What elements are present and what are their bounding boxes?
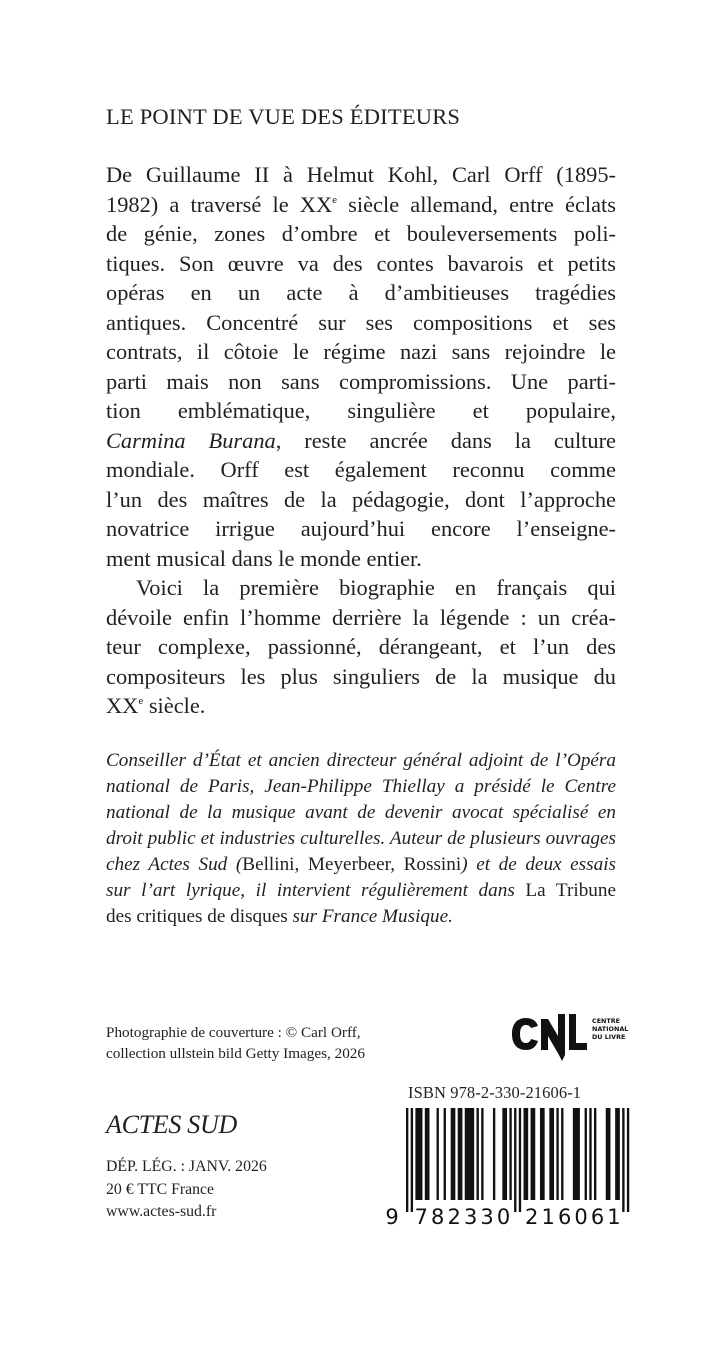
barcode-bar bbox=[585, 1108, 587, 1200]
text-segment: l’un des maîtres de la pédagogie, dont l’approche bbox=[106, 486, 616, 512]
text-line bbox=[106, 878, 616, 904]
italic-text: ) et de deux essais bbox=[461, 854, 617, 875]
text-segment: Bellini, Meyerbeer, Rossini bbox=[242, 854, 462, 875]
italic-text: national de la musique avant de devenir avocat spécialisé en bbox=[106, 802, 616, 823]
text-line bbox=[106, 485, 616, 515]
barcode-bar bbox=[444, 1108, 446, 1200]
text-line bbox=[106, 160, 616, 190]
barcode-guard-bar bbox=[411, 1108, 413, 1212]
text-segment: Voici la première biographie en français qui bbox=[136, 575, 616, 600]
barcode-guard-bar bbox=[514, 1108, 516, 1212]
barcode-digit: 3 bbox=[480, 1205, 494, 1228]
barcode-bar bbox=[437, 1108, 439, 1200]
barcode-bar bbox=[458, 1108, 463, 1200]
barcode-bar bbox=[502, 1108, 507, 1200]
text-segment: opéras en un acte à d’ambitieuses tragédies bbox=[106, 280, 616, 305]
barcode-digit: 1 bbox=[607, 1205, 621, 1228]
text-segment: teur complexe, passionné, dérangeant, et l’un des bbox=[106, 634, 616, 659]
text-segment: compositeurs les plus singuliers de la musique du bbox=[106, 663, 616, 689]
text-segment: tiques. Son œuvre va des contes bavarois et petits bbox=[106, 250, 616, 276]
italic-text: sur France Musique. bbox=[292, 906, 453, 927]
text-line bbox=[106, 514, 616, 544]
text-segment: antiques. Concentré sur ses compositions et ses bbox=[106, 309, 616, 335]
text-line bbox=[106, 748, 616, 774]
text-segment: siècle allemand, entre éclats bbox=[337, 191, 616, 217]
text-segment: des critiques de disques bbox=[106, 906, 293, 927]
text-line bbox=[106, 367, 616, 397]
text-line bbox=[106, 573, 616, 603]
barcode-bar bbox=[531, 1108, 536, 1200]
summary-paragraph-2 bbox=[106, 573, 616, 721]
text-line bbox=[106, 800, 616, 826]
barcode-digit: 7 bbox=[414, 1205, 428, 1228]
text-segment: De Guillaume II à Helmut Kohl, Carl Orff (1895- bbox=[106, 162, 616, 187]
section-heading: LE POINT DE VUE DES ÉDITEURS bbox=[106, 104, 461, 129]
barcode-bar bbox=[425, 1108, 430, 1200]
barcode-bar bbox=[549, 1108, 554, 1200]
summary-paragraph-1 bbox=[106, 160, 616, 573]
photo-credit-line-1: Photographie de couverture : © Carl Orff, bbox=[106, 1024, 361, 1041]
barcode-bar bbox=[524, 1108, 529, 1200]
cnl-letter-c bbox=[512, 1018, 538, 1050]
author-bio bbox=[106, 748, 616, 930]
barcode-bar bbox=[561, 1108, 563, 1200]
text-line bbox=[106, 662, 616, 692]
cnl-logo-icon bbox=[510, 1012, 630, 1062]
italic-text: national de Paris, Jean-Philippe Thiellay a présidé le Centre bbox=[106, 776, 616, 797]
barcode-guard-bar bbox=[406, 1108, 408, 1212]
barcode-digit: 2 bbox=[525, 1205, 539, 1228]
legal-deposit: DÉP. LÉG. : JANV. 2026 bbox=[106, 1158, 267, 1175]
text-segment: contrats, il côtoie le régime nazi sans rejoindre le bbox=[106, 339, 616, 364]
text-line bbox=[106, 249, 616, 279]
barcode-digit: 0 bbox=[496, 1205, 511, 1228]
text-line bbox=[106, 774, 616, 800]
italic-text: Conseiller d’État et ancien directeur général adjoint de l’Opéra bbox=[106, 750, 616, 771]
text-line bbox=[106, 337, 616, 367]
isbn-label: ISBN 978-2-330-21606-1 bbox=[408, 1083, 582, 1102]
barcode-digit: 6 bbox=[557, 1205, 572, 1228]
text-segment: dévoile enfin l’homme derrière la légende : un créa- bbox=[106, 604, 616, 630]
text-line bbox=[106, 852, 616, 878]
barcode-bar bbox=[540, 1108, 545, 1200]
text-segment: de génie, zones d’ombre et bouleversements poli- bbox=[106, 221, 616, 246]
italic-text: chez Actes Sud ( bbox=[106, 854, 243, 875]
barcode-bar bbox=[465, 1108, 474, 1200]
barcode-digit: 6 bbox=[590, 1205, 605, 1228]
text-line bbox=[106, 603, 616, 633]
text-segment: La Tribune bbox=[525, 880, 616, 901]
photo-credit-line-2: collection ullstein bild Getty Images, 2026 bbox=[106, 1045, 365, 1062]
text-segment: novatrice irrigue aujourd’hui encore l’enseigne- bbox=[106, 516, 616, 541]
text-segment: siècle. bbox=[143, 693, 206, 718]
barcode-bar bbox=[606, 1108, 611, 1200]
barcode-bar bbox=[481, 1108, 483, 1200]
text-segment: XX bbox=[106, 693, 139, 718]
cnl-line-2: NATIONAL bbox=[592, 1025, 629, 1033]
italic-text: droit public et industries culturelles. Auteur de plusieurs ouvrages bbox=[106, 828, 616, 849]
legal-info bbox=[106, 1156, 267, 1224]
barcode-guard-bar bbox=[622, 1108, 624, 1212]
text-line bbox=[106, 826, 616, 852]
photo-credit bbox=[106, 1022, 365, 1064]
barcode-digit: 2 bbox=[447, 1205, 461, 1228]
barcode-digit: 0 bbox=[574, 1205, 588, 1228]
text-line bbox=[106, 219, 616, 249]
text-segment: parti mais non sans compromissions. Une parti- bbox=[106, 368, 616, 394]
text-line bbox=[106, 278, 616, 308]
cnl-letter-l bbox=[569, 1014, 587, 1050]
barcode-bar bbox=[573, 1108, 580, 1200]
text-segment: tion emblématique, singulière et populaire, bbox=[106, 398, 616, 423]
barcode-bar bbox=[556, 1108, 558, 1200]
italic-text: Carmina Burana bbox=[106, 427, 276, 453]
italic-text: sur l’art lyrique, il intervient régulièrement dans bbox=[106, 880, 526, 901]
barcode-bar bbox=[594, 1108, 596, 1200]
superscript: e bbox=[332, 193, 338, 206]
barcode-bar bbox=[509, 1108, 511, 1200]
superscript: e bbox=[138, 695, 144, 707]
cnl-letter-n bbox=[541, 1014, 565, 1061]
cnl-line-1: CENTRE bbox=[592, 1017, 621, 1025]
barcode-bar bbox=[615, 1108, 620, 1200]
barcode-bar bbox=[451, 1108, 456, 1200]
text-line bbox=[106, 426, 616, 456]
text-segment: mondiale. Orff est également reconnu comme bbox=[106, 457, 616, 482]
barcode-bar bbox=[415, 1108, 422, 1200]
text-line bbox=[106, 691, 616, 721]
text-line bbox=[106, 904, 616, 930]
barcode-guard-bar bbox=[627, 1108, 629, 1212]
publisher-summary bbox=[106, 160, 616, 721]
cnl-logo bbox=[510, 1012, 630, 1062]
barcode-digit: 8 bbox=[431, 1205, 445, 1228]
text-segment: , reste ancrée dans la culture bbox=[275, 427, 616, 453]
price: 20 € TTC France bbox=[106, 1180, 215, 1198]
text-segment: 1982) a traversé le XX bbox=[106, 191, 333, 217]
text-line bbox=[106, 455, 616, 485]
text-line bbox=[106, 396, 616, 426]
barcode-bar bbox=[493, 1108, 495, 1200]
barcode-digit: 1 bbox=[541, 1205, 555, 1228]
cnl-line-3: DU LIVRE bbox=[592, 1033, 626, 1041]
barcode-guard-bar bbox=[519, 1108, 521, 1212]
barcode-bar bbox=[477, 1108, 479, 1200]
ean13-barcode bbox=[378, 1108, 638, 1228]
text-line bbox=[106, 632, 616, 662]
text-line bbox=[106, 190, 616, 220]
publisher-website: www.actes-sud.fr bbox=[106, 1203, 217, 1220]
text-line bbox=[106, 544, 616, 574]
barcode-digit: 3 bbox=[463, 1205, 478, 1228]
barcode-bar bbox=[589, 1108, 591, 1200]
barcode-digit: 9 bbox=[385, 1205, 399, 1228]
text-segment: ment musical dans le monde entier. bbox=[106, 545, 422, 571]
text-line bbox=[106, 308, 616, 338]
publisher-name: ACTES SUD bbox=[106, 1110, 237, 1139]
